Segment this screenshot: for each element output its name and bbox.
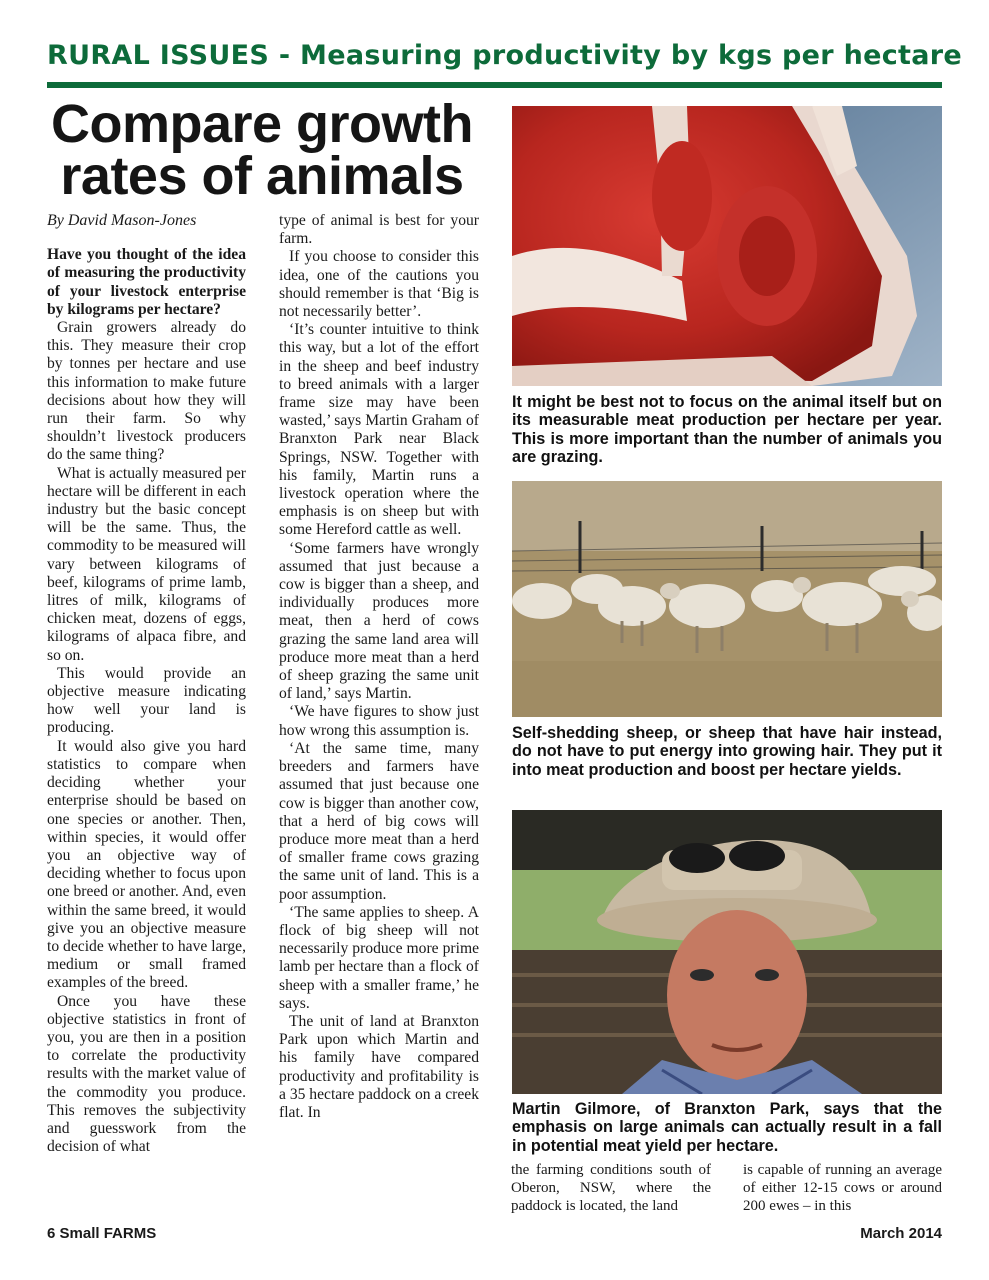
byline: By David Mason-Jones bbox=[47, 212, 197, 229]
sheep-photo-caption: Self-shedding sheep, or sheep that have hair instead, do not have to put energy into growing hair. They put it into meat production and boost per hectare yields. bbox=[512, 724, 942, 779]
page-footer-label: 6 Small FARMS bbox=[47, 1225, 157, 1242]
header-rule bbox=[47, 82, 942, 88]
meat-photo-caption: It might be best not to focus on the animal itself but on its measurable meat production per hectare per year. This is more important than the number of animals you are grazing. bbox=[512, 393, 942, 467]
headline-line-1: Compare growth bbox=[50, 94, 474, 154]
paragraph: What is actually measured per hectare will be different in each industry but the basic concept will be the same. Thus, the commodity to be measured will vary between kilograms of beef, kilograms of prime lamb, litres of milk, kilograms of chicken meat, dozens of eggs, kilograms of alpaca fibre, and so on. bbox=[47, 464, 246, 664]
column-1 bbox=[47, 212, 246, 1156]
farmer-illustration bbox=[512, 810, 942, 1094]
paragraph: Grain growers already do this. They measure their crop by tonnes per hectare and use this information to make future decisions about how they will run their farm. So why shouldn’t livestock producers do the same thing? bbox=[47, 319, 246, 464]
farmer-photo-caption: Martin Gilmore, of Branxton Park, says that the emphasis on large animals can actually result in a fall in potential meat yield per hectare. bbox=[512, 1100, 942, 1155]
paragraph: Once you have these objective statistics in front of you, you are then in a position to correlate the productivity results with the market value of the commodity you produce. This removes the subjectivity and guesswork from the decision of what bbox=[47, 992, 246, 1156]
column-2 bbox=[279, 212, 479, 1122]
paragraph: ‘We have figures to show just how wrong this assumption is. bbox=[279, 703, 479, 739]
article-headline bbox=[47, 94, 477, 206]
lead-paragraph: Have you thought of the idea of measuring the productivity of your livestock enterprise by kilograms per hectare? bbox=[47, 246, 246, 318]
farmer-photo bbox=[512, 810, 942, 1094]
paragraph: ‘At the same time, many breeders and farmers have assumed that just because one cow is bigger than another cow, that a herd of big cows will produce more meat than a herd of smaller frame cows grazing the same unit of land. This is a poor assumption. bbox=[279, 739, 479, 903]
section-header: RURAL ISSUES - Measuring productivity by kgs per hectare bbox=[47, 40, 962, 71]
column-3-right bbox=[743, 1161, 942, 1215]
column-3-left bbox=[511, 1161, 711, 1215]
sheep-photo bbox=[512, 481, 942, 717]
paragraph: is capable of running an average of either 12-15 cows or around 200 ewes – in this bbox=[743, 1162, 942, 1214]
paragraph: If you choose to consider this idea, one of the cautions you should remember is that ‘Big is not necessarily better’. bbox=[279, 248, 479, 321]
paragraph: It would also give you hard statistics to compare when deciding whether your enterprise should be based on one species or another. Then, within species, it would offer you an objective way of deciding whether to focus upon one breed or another. And, even within the same breed, it would give you an objective measure to decide whether to have large, medium or small framed examples of the breed. bbox=[47, 737, 246, 992]
page-footer-date: March 2014 bbox=[860, 1225, 942, 1242]
paragraph: The unit of land at Branxton Park upon which Martin and his family have compared productivity and profitability is a 35 hectare paddock on a creek flat. In bbox=[279, 1012, 480, 1121]
meat-cut-photo bbox=[512, 106, 942, 386]
paragraph: This would provide an objective measure indicating how well your land is producing. bbox=[47, 664, 246, 737]
sheep-illustration bbox=[512, 481, 942, 717]
paragraph: the farming conditions south of Oberon, NSW, where the paddock is located, the land bbox=[511, 1162, 711, 1214]
paragraph: ‘It’s counter intuitive to think this way, but a lot of the effort in the sheep and beef industry to breed animals with a larger frame size may have been wasted,’ says Martin Graham of Branxton Park near Black Springs, NSW. Together with his family, Martin runs a livestock operation where the emphasis is on sheep but with some Hereford cattle as well. bbox=[279, 321, 479, 539]
paragraph: ‘Some farmers have wrongly assumed that just because a cow is bigger than a sheep, and individually produces more meat, then a herd of cows grazing the same land area will produce more meat than a herd of sheep grazing the same unit of land,’ says Martin. bbox=[279, 539, 479, 703]
headline-line-2: rates of animals bbox=[60, 146, 464, 206]
paragraph-continued: type of animal is best for your farm. bbox=[279, 212, 479, 248]
meat-cut-illustration bbox=[512, 106, 942, 386]
paragraph: ‘The same applies to sheep. A flock of big sheep will not necessarily produce more prime lamb per hectare than a flock of sheep with a smaller frame,’ he says. bbox=[279, 903, 479, 1012]
